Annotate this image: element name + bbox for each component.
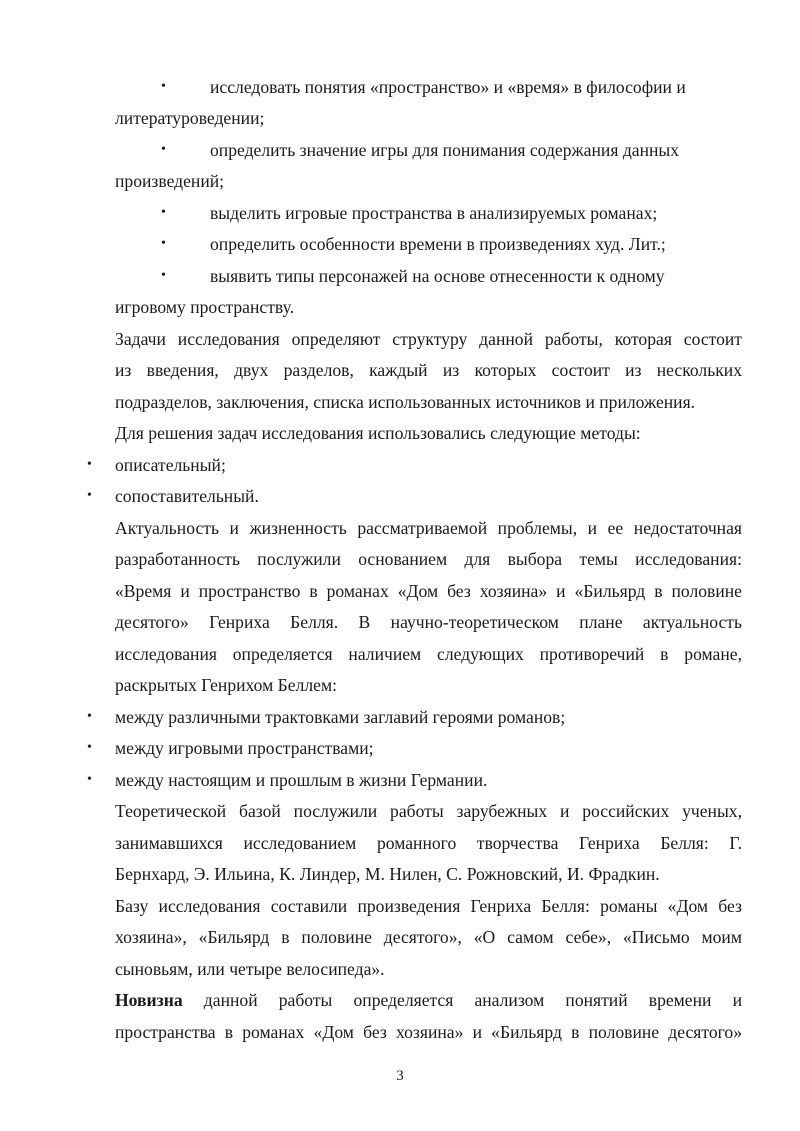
goal-item-5-cont: игровому пространству. <box>115 297 295 317</box>
structure-paragraph-line: из введения, двух разделов, каждый из которых состоит из нескольких <box>115 360 742 380</box>
goal-item-4: определить особенности времени в произведениях худ. Лит.; <box>210 234 666 254</box>
base-paragraph-line: Базу исследования составили произведения Генриха Белля: романы «Дом без <box>115 896 742 916</box>
bullet: • <box>87 457 92 472</box>
goal-item-1: исследовать понятия «пространство» и «время» в философии и <box>210 77 686 97</box>
goal-item-3: выделить игровые пространства в анализируемых романах; <box>210 203 658 223</box>
bullet: • <box>87 772 92 787</box>
goal-item-5: выявить типы персонажей на основе отнесенности к одному <box>210 266 665 286</box>
contradiction-item-3: между настоящим и прошлым в жизни Германии. <box>115 770 488 790</box>
page-number: 3 <box>396 1068 404 1084</box>
goal-item-2: определить значение игры для понимания содержания данных <box>210 140 680 160</box>
relevance-paragraph-line: «Время и пространство в романах «Дом без хозяина» и «Бильярд в половине <box>115 581 742 601</box>
structure-paragraph-line: подразделов, заключения, списка использованных источников и приложения. <box>115 392 696 412</box>
base-paragraph-line: сыновьям, или четыре велосипеда». <box>115 959 385 979</box>
theory-paragraph-line: Бернхард, Э. Ильина, К. Линдер, М. Нилен, С. Рожновский, И. Фрадкин. <box>115 864 660 884</box>
goal-item-1-cont: литературоведении; <box>115 108 265 128</box>
novelty-text: данной работы определяется анализом понятий времени и <box>182 990 742 1010</box>
goal-item-2-cont: произведений; <box>115 171 225 191</box>
novelty-label: Новизна <box>115 990 183 1010</box>
bullet: • <box>161 142 166 157</box>
relevance-paragraph-line: разработанность послужили основанием для выбора темы исследования: <box>115 549 742 569</box>
contradiction-item-2: между игровыми пространствами; <box>115 738 374 758</box>
relevance-paragraph-line: раскрытых Генрихом Беллем: <box>115 675 337 695</box>
bullet: • <box>161 205 166 220</box>
theory-paragraph-line: Теоретической базой послужили работы зарубежных и российских ученых, <box>115 801 742 821</box>
novelty-paragraph-line: пространства в романах «Дом без хозяина» и «Бильярд в половине десятого» <box>115 1022 742 1042</box>
relevance-paragraph-line: Актуальность и жизненность рассматриваемой проблемы, и ее недостаточная <box>115 518 742 538</box>
method-item-1: описательный; <box>115 455 226 475</box>
bullet: • <box>161 268 166 283</box>
bullet: • <box>87 709 92 724</box>
base-paragraph-line: хозяина», «Бильярд в половине десятого», «О самом себе», «Письмо моим <box>115 927 742 947</box>
theory-paragraph-line: занимавшихся исследованием романного творчества Генриха Белля: Г. <box>115 833 742 853</box>
bullet: • <box>161 236 166 251</box>
method-item-2: сопоставительный. <box>115 486 259 506</box>
bullet: • <box>161 79 166 94</box>
relevance-paragraph-line: десятого» Генриха Белля. В научно-теоретическом плане актуальность <box>115 612 742 632</box>
relevance-paragraph-line: исследования определяется наличием следующих противоречий в романе, <box>115 644 742 664</box>
structure-paragraph-line: Задачи исследования определяют структуру данной работы, которая состоит <box>115 329 742 349</box>
methods-intro: Для решения задач исследования использовались следующие методы: <box>115 423 641 443</box>
contradiction-item-1: между различными трактовками заглавий героями романов; <box>115 707 566 727</box>
novelty-paragraph-line <box>115 989 742 1011</box>
bullet: • <box>87 488 92 503</box>
bullet: • <box>87 740 92 755</box>
